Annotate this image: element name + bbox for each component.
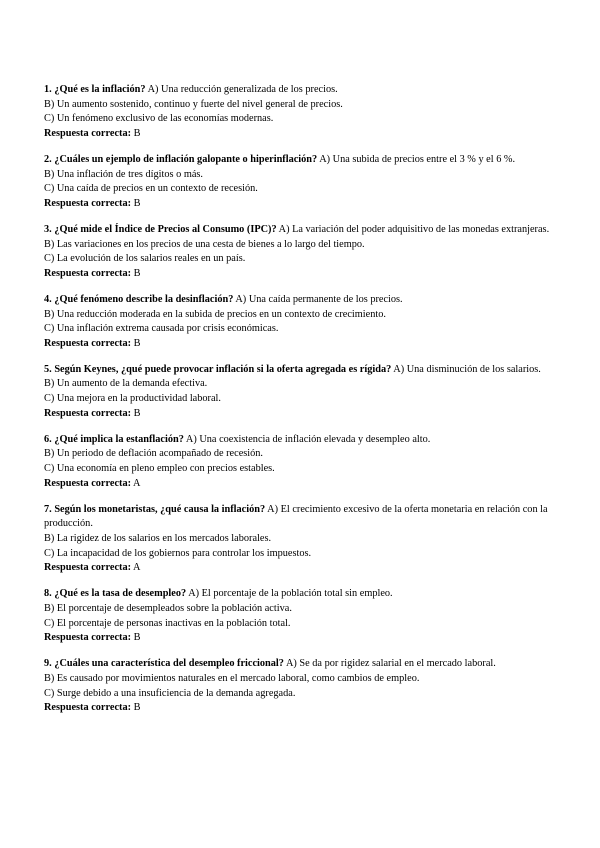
answer-line <box>44 561 552 576</box>
answer-value: A <box>133 477 141 489</box>
option-a: A) Una caída permanente de los precios. <box>235 293 403 305</box>
option-c: C) Una mejora en la productividad laboral. <box>44 393 221 405</box>
question-block-9 <box>44 657 552 715</box>
question-title <box>44 504 265 515</box>
question-block-1 <box>44 83 552 141</box>
answer-label: Respuesta correcta: <box>44 702 132 714</box>
option-c: C) Surge debido a una insuficiencia de la demanda agregada. <box>44 687 296 699</box>
option-a: A) El crecimiento excesivo de la oferta monetaria en relación con la producción. <box>44 503 548 530</box>
answer-label: Respuesta correcta: <box>44 562 132 574</box>
option-b: B) Un periodo de deflación acompañado de recesión. <box>44 448 264 460</box>
option-c: C) La evolución de los salarios reales en un país. <box>44 253 246 265</box>
question-title <box>44 588 186 599</box>
question-text: Según los monetaristas, ¿qué causa la inflación? <box>54 503 266 515</box>
question-line <box>44 433 552 448</box>
question-number: 2. <box>44 153 52 165</box>
quiz-document <box>44 83 552 727</box>
question-line <box>44 587 552 602</box>
answer-value: B <box>133 702 141 714</box>
question-number: 6. <box>44 433 52 445</box>
answer-label: Respuesta correcta: <box>44 407 132 419</box>
question-line <box>44 223 552 238</box>
option-b: B) La rigidez de los salarios en los mercados laborales. <box>44 533 272 544</box>
question-title <box>44 224 277 235</box>
question-text: ¿Qué fenómeno describe la desinflación? <box>54 293 234 305</box>
option-c: C) Una caída de precios en un contexto de recesión. <box>44 183 258 195</box>
option-a: A) Una subida de precios entre el 3 % y el 6 %. <box>319 153 516 165</box>
question-line <box>44 83 552 98</box>
question-title <box>44 658 284 669</box>
answer-value: B <box>133 407 141 419</box>
option-c: C) Un fenómeno exclusivo de las economías modernas. <box>44 113 274 125</box>
answer-label: Respuesta correcta: <box>44 267 132 279</box>
question-text: ¿Cuáles una característica del desempleo friccional? <box>54 658 284 670</box>
question-text: ¿Qué es la inflación? <box>54 84 146 95</box>
option-b: B) Un aumento de la demanda efectiva. <box>44 378 208 390</box>
question-line <box>44 363 552 378</box>
option-a: A) La variación del poder adquisitivo de las monedas extranjeras. <box>278 223 550 235</box>
question-title <box>44 154 317 165</box>
question-block-3 <box>44 223 552 281</box>
answer-line <box>44 337 552 352</box>
question-block-5 <box>44 363 552 421</box>
option-c: C) El porcentaje de personas inactivas en la población total. <box>44 617 291 629</box>
question-title <box>44 364 391 375</box>
question-line <box>44 503 552 532</box>
question-block-6 <box>44 433 552 491</box>
answer-label: Respuesta correcta: <box>44 197 132 209</box>
answer-value: B <box>133 267 141 279</box>
question-line <box>44 293 552 308</box>
option-b: B) Las variaciones en los precios de una cesta de bienes a lo largo del tiempo. <box>44 238 365 250</box>
question-number: 9. <box>44 658 52 670</box>
question-title <box>44 294 233 305</box>
answer-line <box>44 701 552 716</box>
answer-label: Respuesta correcta: <box>44 127 132 139</box>
question-number: 5. <box>44 363 52 375</box>
answer-line <box>44 197 552 212</box>
answer-value: A <box>133 562 141 574</box>
option-a: A) Una reducción generalizada de los precios. <box>147 84 338 95</box>
answer-label: Respuesta correcta: <box>44 632 132 644</box>
question-text: ¿Cuáles un ejemplo de inflación galopante o hiperinflación? <box>54 153 318 165</box>
question-block-7 <box>44 503 552 576</box>
question-number: 4. <box>44 293 52 305</box>
answer-value: B <box>133 197 141 209</box>
answer-line <box>44 267 552 282</box>
answer-line <box>44 477 552 492</box>
option-a: A) El porcentaje de la población total sin empleo. <box>188 588 393 600</box>
option-b: B) Es causado por movimientos naturales en el mercado laboral, como cambios de empleo. <box>44 672 420 684</box>
question-block-4 <box>44 293 552 351</box>
question-number: 3. <box>44 223 52 235</box>
option-a: A) Se da por rigidez salarial en el mercado laboral. <box>285 658 496 670</box>
question-text: ¿Qué implica la estanflación? <box>54 433 184 445</box>
answer-label: Respuesta correcta: <box>44 477 132 489</box>
answer-line <box>44 407 552 422</box>
question-block-2 <box>44 153 552 211</box>
option-b: B) Una inflación de tres dígitos o más. <box>44 168 203 180</box>
option-b: B) Un aumento sostenido, continuo y fuerte del nivel general de precios. <box>44 98 343 110</box>
answer-value: B <box>133 127 141 139</box>
answer-label: Respuesta correcta: <box>44 337 132 349</box>
question-title <box>44 434 184 445</box>
answer-line <box>44 631 552 646</box>
option-a: A) Una disminución de los salarios. <box>393 363 541 375</box>
option-c: C) La incapacidad de los gobiernos para controlar los impuestos. <box>44 547 312 559</box>
question-line <box>44 153 552 168</box>
answer-line <box>44 127 552 142</box>
question-block-8 <box>44 587 552 645</box>
question-text: ¿Qué mide el Índice de Precios al Consumo (IPC)? <box>54 223 277 235</box>
option-a: A) Una coexistencia de inflación elevada y desempleo alto. <box>185 433 431 445</box>
question-title <box>44 84 146 95</box>
question-number: 1. <box>44 84 52 95</box>
question-number: 7. <box>44 503 52 515</box>
option-c: C) Una inflación extrema causada por crisis económicas. <box>44 323 279 335</box>
option-b: B) El porcentaje de desempleados sobre la población activa. <box>44 602 292 614</box>
answer-value: B <box>133 632 141 644</box>
question-number: 8. <box>44 588 52 600</box>
option-c: C) Una economía en pleno empleo con precios estables. <box>44 463 275 475</box>
answer-value: B <box>133 337 141 349</box>
question-text: ¿Qué es la tasa de desempleo? <box>54 588 187 600</box>
option-b: B) Una reducción moderada en la subida de precios en un contexto de crecimiento. <box>44 308 386 320</box>
question-text: Según Keynes, ¿qué puede provocar inflación si la oferta agregada es rígida? <box>54 363 392 375</box>
question-line <box>44 657 552 672</box>
